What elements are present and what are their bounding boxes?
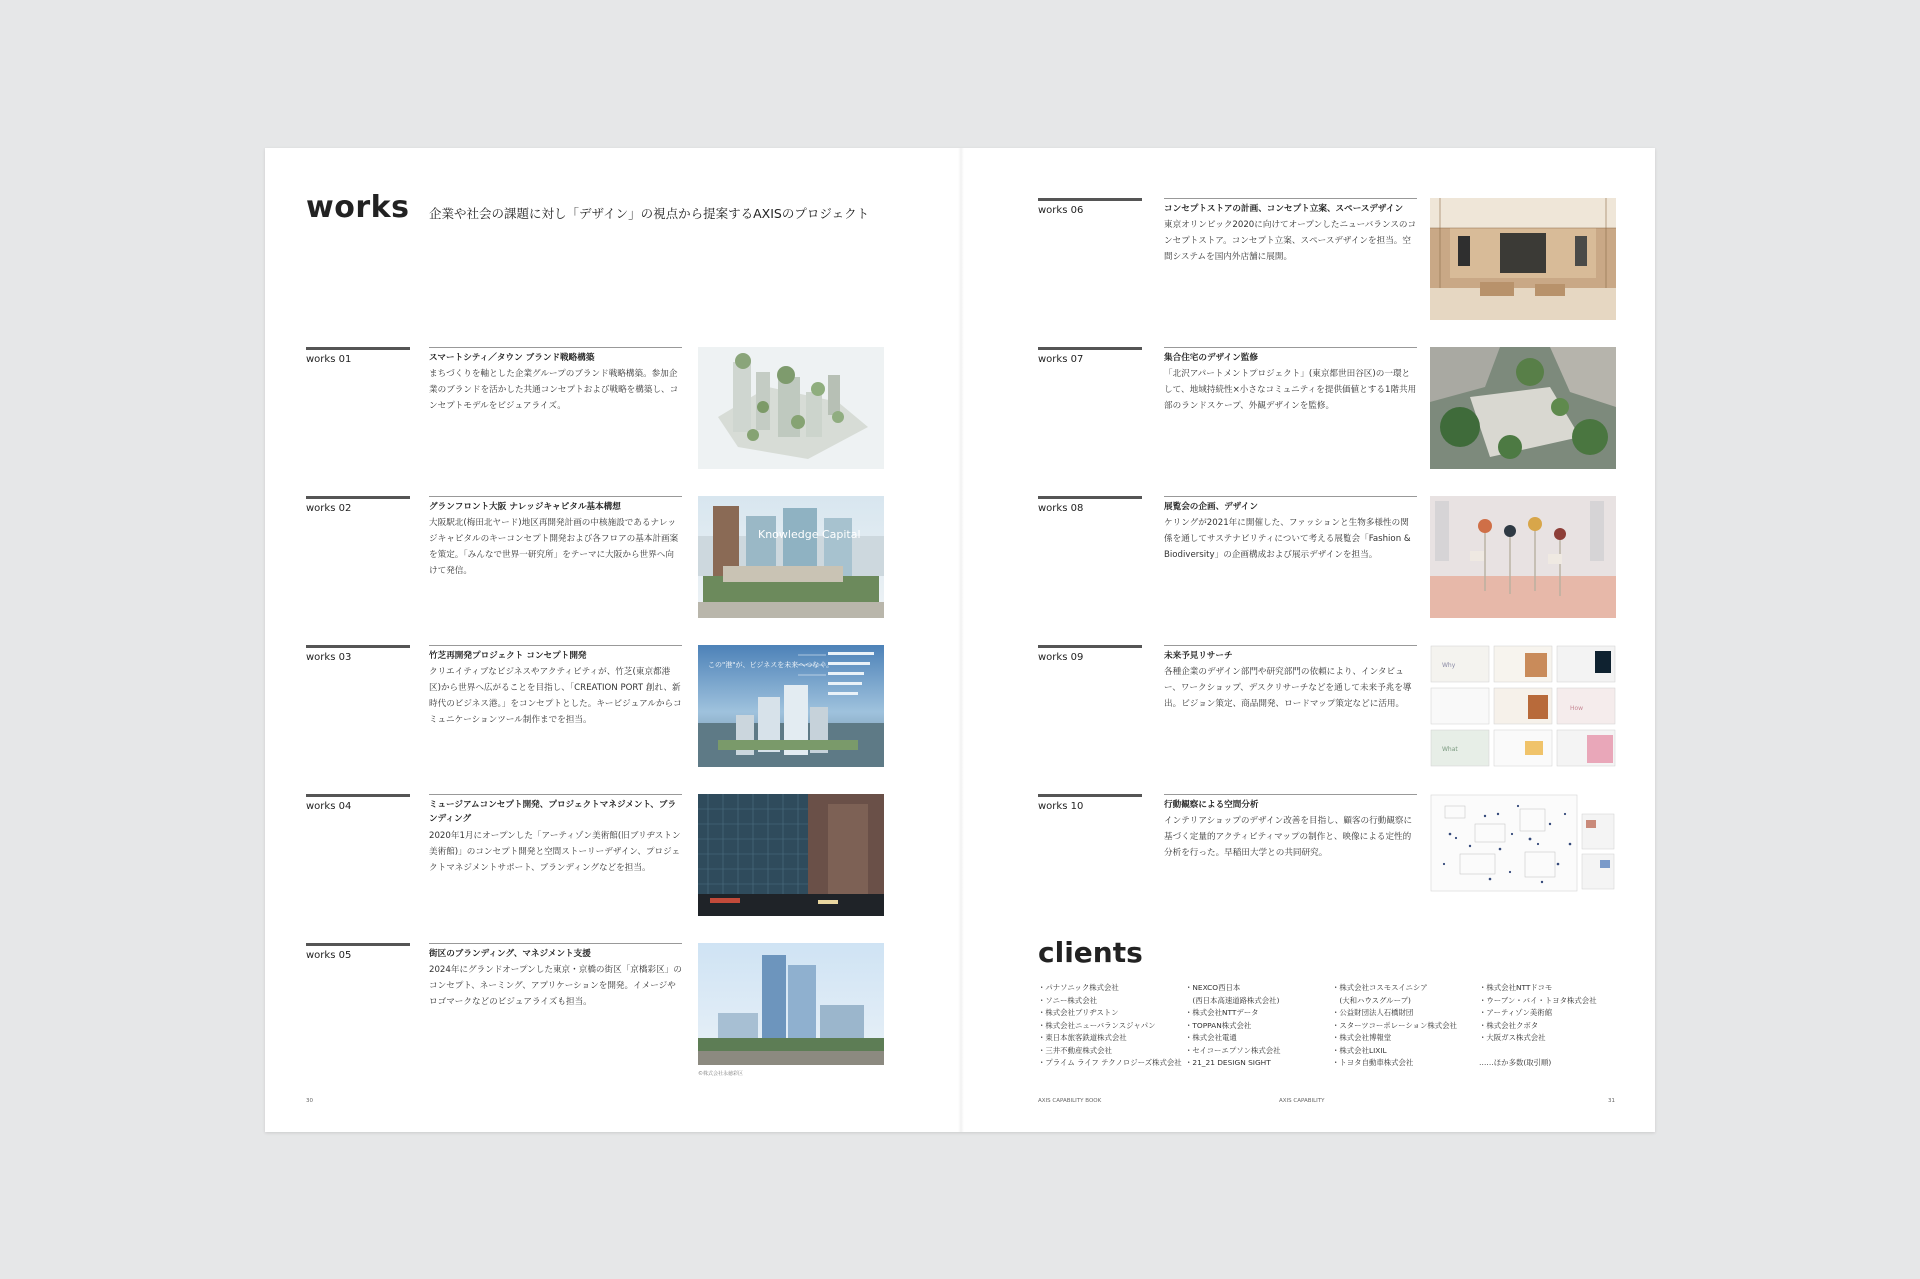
client-item: ・大阪ガス株式会社	[1479, 1033, 1546, 1042]
entry-rule	[306, 943, 410, 946]
works-description: 「北沢アパートメントプロジェクト」(東京都世田谷区)の一環として、地域持続性×小さなコミュニティを提供価値とする1階共用部のランドスケープ、外観デザインを監修。	[1164, 369, 1417, 411]
client-item: ・株式会社博報堂	[1332, 1033, 1392, 1042]
works-image	[698, 645, 884, 767]
entry-divider	[1164, 645, 1417, 646]
works-title: 街区のブランディング、マネジメント支援	[429, 949, 591, 959]
entry-rule	[1038, 645, 1142, 648]
client-item: ・三井不動産株式会社	[1038, 1045, 1112, 1055]
client-item: ・株式会社ニューバランスジャパン	[1038, 1020, 1156, 1030]
entry-divider	[1164, 794, 1417, 795]
client-item: ・株式会社電通	[1185, 1033, 1237, 1042]
client-item: ・スターツコーポレーション株式会社	[1332, 1020, 1457, 1030]
page-number-left: 30	[306, 1098, 313, 1104]
works-title: コンセプトストアの計画、コンセプト立案、スペースデザイン	[1164, 204, 1404, 214]
works-title: スマートシティ／タウン ブランド戦略構築	[429, 353, 595, 363]
entry-rule	[306, 496, 410, 499]
entry-rule	[306, 347, 410, 350]
works-label: works 03	[306, 652, 352, 663]
works-image	[698, 347, 884, 469]
works-label: works 06	[1038, 205, 1084, 216]
client-item: ・21_21 DESIGN SIGHT	[1185, 1058, 1271, 1067]
entry-rule	[1038, 347, 1142, 350]
works-description: 大阪駅北(梅田北ヤード)地区再開発計画の中核施設であるナレッジキャピタルのキーコンセプト開発および各フロアの基本計画案を策定。「みんなで世界一研究所」をテーマに大阪から世界へ向けて発信。	[429, 518, 679, 576]
works-description: 東京オリンピック2020に向けてオープンしたニューバランスのコンセプトストア。コンセプト立案、スペースデザインを担当。空間システムを国内外店舗に展開。	[1164, 220, 1417, 262]
works-label: works 09	[1038, 652, 1084, 663]
works-description: 2024年にグランドオープンした東京・京橋の街区「京橋彩区」のコンセプト、ネーミング、アプリケーションを開発。イメージやロゴマークなどのビジュアライズも担当。	[429, 965, 682, 1007]
client-item: ・セイコーエプソン株式会社	[1185, 1045, 1281, 1055]
page-number-right: 31	[1608, 1098, 1615, 1104]
client-item: ・株式会社ブリヂストン	[1038, 1008, 1119, 1017]
footer-book-title: AXIS CAPABILITY BOOK	[1038, 1098, 1102, 1104]
clients-column-4	[1479, 982, 1597, 1070]
works-image	[698, 943, 884, 1065]
client-item: ・東日本旅客鉄道株式会社	[1038, 1033, 1127, 1042]
client-item: ・株式会社LIXIL	[1332, 1045, 1387, 1055]
works-image	[1430, 347, 1616, 469]
works-image	[1430, 496, 1616, 618]
works-label: works 01	[306, 354, 352, 365]
works-subtitle: 企業や社会の課題に対し「デザイン」の視点から提案するAXISのプロジェクト	[429, 206, 870, 221]
works-label: works 07	[1038, 354, 1084, 365]
works-description: まちづくりを軸とした企業グループのブランド戦略構築。参加企業のブランドを活かした共通コンセプトおよび戦略を構築し、コンセプトモデルをビジュアライズ。	[429, 369, 679, 411]
image-overlay-text: この"港"が、ビジネスを未来へつなぐ。	[708, 661, 834, 669]
works-description: インテリアショップのデザイン改善を目指し、顧客の行動観察に基づく定量的アクティビティマップの制作と、映像による定性的分析を行った。早稲田大学との共同研究。	[1164, 816, 1413, 858]
client-item: ・ウーブン・バイ・トヨタ株式会社	[1479, 995, 1597, 1005]
image-overlay-text: How	[1570, 705, 1584, 712]
entry-divider	[1164, 198, 1417, 199]
entry-divider	[429, 794, 682, 795]
entry-rule	[1038, 198, 1142, 201]
client-item: ・公益財団法人石橋財団	[1332, 1008, 1414, 1017]
works-image	[1430, 198, 1616, 320]
image-overlay-text: What	[1442, 746, 1458, 753]
works-label: works 04	[306, 801, 352, 812]
works-title: 集合住宅のデザイン監修	[1164, 353, 1258, 363]
works-description: ケリングが2021年に開催した、ファッションと生物多様性の関係を通してサステナビリティについて考える展覧会「Fashion & Biodiversity」の企画構成および展示デザインを担当。	[1164, 518, 1411, 560]
entry-rule	[1038, 496, 1142, 499]
works-image	[1430, 645, 1616, 767]
client-item: ・プライム ライフ テクノロジーズ株式会社	[1038, 1058, 1182, 1067]
client-item: ・トヨタ自動車株式会社	[1332, 1058, 1414, 1067]
client-item: ・アーティゾン美術館	[1479, 1008, 1553, 1017]
entry-divider	[429, 645, 682, 646]
entry-rule	[306, 645, 410, 648]
client-item: (大和ハウスグループ)	[1332, 995, 1411, 1005]
works-label: works 10	[1038, 801, 1084, 812]
works-title: ミュージアムコンセプト開発、プロジェクトマネジメント、ブランディング	[429, 800, 677, 824]
works-description: クリエイティブなビジネスやアクティビティが、竹芝(東京都港区)から世界へ広がることを目指し、「CREATION PORT 創れ、新時代のビジネス港。」をコンセプトとした。キービジュアルからコミュニケーションツール制作までを担当。	[429, 667, 682, 725]
works-description: 各種企業のデザイン部門や研究部門の依頼により、インタビュー、ワークショップ、デスクリサーチなどを通して未来予兆を導出。ビジョン策定、商品開発、ロードマップ策定などに活用。	[1164, 667, 1412, 709]
client-item: ……ほか多数(取引順)	[1479, 1058, 1552, 1067]
client-item	[1479, 1045, 1597, 1058]
clients-column-3	[1332, 982, 1457, 1070]
works-image	[698, 794, 884, 916]
entry-rule	[306, 794, 410, 797]
entry-divider	[429, 496, 682, 497]
entry-divider	[1164, 496, 1417, 497]
clients-column-1	[1038, 982, 1182, 1070]
page-fold	[958, 148, 964, 1132]
works-image	[1430, 794, 1616, 894]
entry-divider	[429, 943, 682, 944]
entry-divider	[1164, 347, 1417, 348]
image-overlay-text: Why	[1442, 662, 1456, 669]
client-item: ・ソニー株式会社	[1038, 995, 1097, 1005]
image-caption: ©株式会社永徳彩区	[698, 1071, 744, 1077]
clients-heading: clients	[1038, 936, 1143, 969]
works-label: works 02	[306, 503, 352, 514]
image-overlay-text: Knowledge Capital	[758, 528, 861, 541]
works-title: 竹芝再開発プロジェクト コンセプト開発	[429, 651, 587, 661]
works-image	[698, 496, 884, 618]
works-title: 行動観察による空間分析	[1164, 800, 1259, 810]
client-item: (西日本高速道路株式会社)	[1185, 995, 1280, 1005]
works-label: works 08	[1038, 503, 1084, 514]
works-heading: works	[306, 190, 410, 225]
works-label: works 05	[306, 950, 352, 961]
book-spread	[265, 148, 1655, 1132]
footer-running-head: AXIS CAPABILITY	[1279, 1098, 1325, 1104]
client-item: ・株式会社クボタ	[1479, 1020, 1539, 1030]
entry-divider	[429, 347, 682, 348]
client-item: ・株式会社NTTドコモ	[1479, 983, 1553, 992]
client-item: ・パナソニック株式会社	[1038, 983, 1119, 992]
entry-rule	[1038, 794, 1142, 797]
client-item: ・株式会社NTTデータ	[1185, 1008, 1259, 1017]
works-title: 展覧会の企画、デザイン	[1164, 502, 1258, 512]
works-title: グランフロント大阪 ナレッジキャピタル基本構想	[429, 502, 621, 512]
clients-column-2	[1185, 982, 1281, 1070]
client-item: ・株式会社コスモスイニシア	[1332, 983, 1428, 992]
client-item: ・TOPPAN株式会社	[1185, 1020, 1252, 1030]
works-description: 2020年1月にオープンした「アーティゾン美術館(旧ブリヂストン美術館)」のコンセプト開発と空間ストーリーデザイン、プロジェクトマネジメントサポート、ブランディングなどを担当。	[429, 831, 681, 873]
client-item: ・NEXCO西日本	[1185, 983, 1241, 992]
works-title: 未来予見リサーチ	[1164, 651, 1233, 661]
